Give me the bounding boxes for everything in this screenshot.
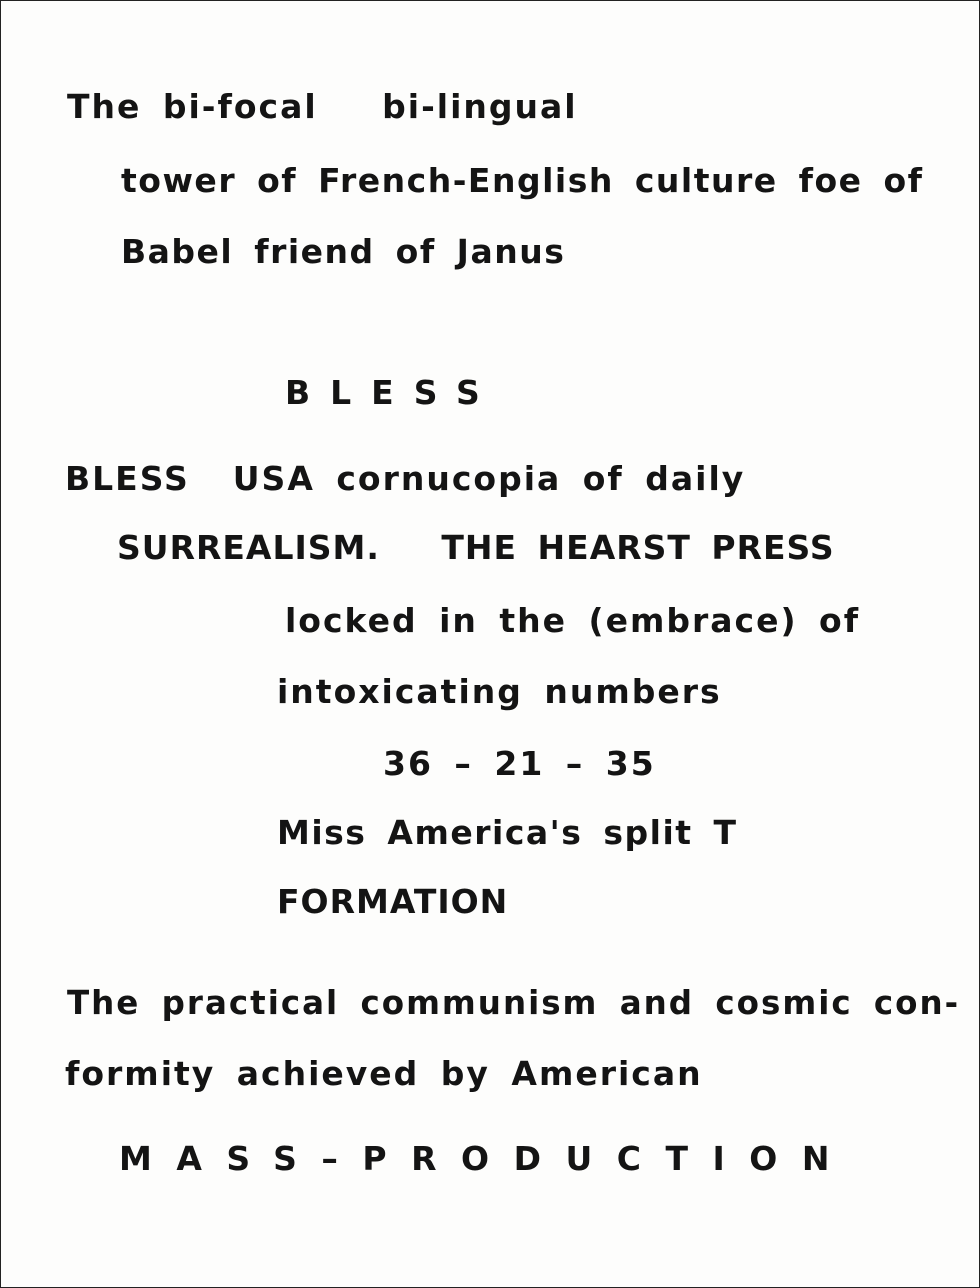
poem-line-12: The practical communism and cosmic con- [67, 984, 961, 1022]
poem-line-4: BLESS [285, 373, 500, 412]
poem-line-13: formity achieved by American [65, 1054, 703, 1093]
poem-line-10: Miss America's split T [277, 813, 738, 852]
poem-line-3: Babel friend of Janus [121, 232, 566, 271]
poem-line-11: FORMATION [277, 882, 509, 921]
poem-line-9: 36 – 21 – 35 [383, 744, 656, 783]
poem-line-2: tower of French-English culture foe of [121, 161, 924, 200]
poem-line-5: BLESS USA cornucopia of daily [65, 459, 746, 498]
poem-line-14: MASS–PRODUCTION [119, 1139, 854, 1178]
poem-line-1: The bi-focal bi-lingual [67, 87, 578, 126]
poem-line-8: intoxicating numbers [277, 672, 722, 711]
poem-line-7: locked in the (embrace) of [285, 601, 861, 640]
poem-line-6: SURREALISM. THE HEARST PRESS [117, 528, 835, 567]
